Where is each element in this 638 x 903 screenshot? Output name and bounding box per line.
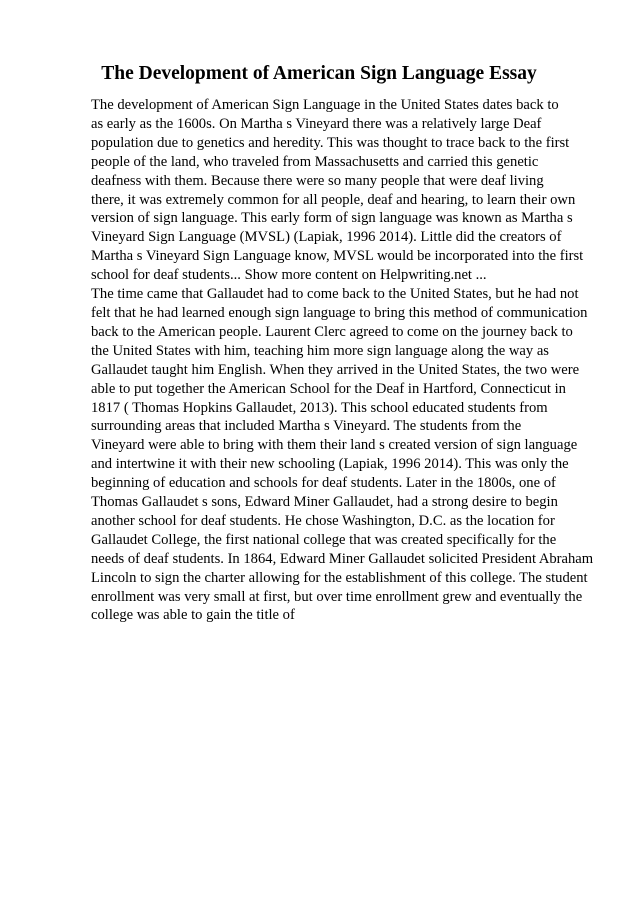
text-line: Martha s Vineyard Sign Language know, MVSL would be incorporated into the first: [91, 248, 584, 265]
text-line: people of the land, who traveled from Massachusetts and carried this genetic: [91, 153, 539, 170]
text-line: Vineyard were able to bring with them their land s created version of sign language: [91, 437, 578, 454]
text-line: Vineyard Sign Language (MVSL) (Lapiak, 1996 2014). Little did the creators of: [91, 229, 562, 246]
text-line: and intertwine it with their new schooling (Lapiak, 1996 2014). This was only the: [91, 456, 569, 473]
text-line: able to put together the American School for the Deaf in Hartford, Connecticut in: [91, 380, 566, 397]
text-line: The time came that Gallaudet had to come back to the United States, but he had not: [91, 286, 579, 303]
text-line: The development of American Sign Language in the United States dates back to: [91, 97, 559, 113]
text-line: another school for deaf students. He chose Washington, D.C. as the location for: [91, 512, 555, 529]
text-line: version of sign language. This early form of sign language was known as Martha s: [91, 210, 573, 227]
text-line: Gallaudet taught him English. When they arrived in the United States, the two were: [91, 361, 580, 378]
document-body: [91, 96, 611, 625]
text-line: 1817 ( Thomas Hopkins Gallaudet, 2013). This school educated students from: [91, 399, 548, 416]
text-line: there, it was extremely common for all people, deaf and hearing, to learn their own: [91, 191, 576, 208]
text-line: college was able to gain the title of: [91, 607, 295, 624]
document-title: The Development of American Sign Language Essay: [101, 63, 537, 84]
text-line: surrounding areas that included Martha s Vineyard. The students from the: [91, 418, 522, 435]
text-line: Lincoln to sign the charter allowing for the establishment of this college. The student: [91, 569, 588, 586]
text-line: school for deaf students... Show more content on Helpwriting.net ...: [91, 267, 487, 284]
text-line: as early as the 1600s. On Martha s Vineyard there was a relatively large Deaf: [91, 115, 542, 132]
text-line: Thomas Gallaudet s sons, Edward Miner Gallaudet, had a strong desire to begin: [91, 494, 558, 511]
text-line: enrollment was very small at first, but over time enrollment grew and eventually the: [91, 588, 583, 605]
text-line: Gallaudet College, the first national college that was created specifically for the: [91, 531, 557, 548]
text-line: population due to genetics and heredity. This was thought to trace back to the first: [91, 134, 570, 151]
text-line: felt that he had learned enough sign language to bring this method of communication: [91, 304, 588, 321]
text-line: back to the American people. Laurent Clerc agreed to come on the journey back to: [91, 323, 573, 340]
text-line: needs of deaf students. In 1864, Edward Miner Gallaudet solicited President Abraham: [91, 550, 594, 567]
text-line: the United States with him, teaching him more sign language along the way as: [91, 342, 549, 359]
text-line: beginning of education and schools for deaf students. Later in the 1800s, one of: [91, 475, 556, 492]
text-line: deafness with them. Because there were so many people that were deaf living: [91, 172, 544, 189]
